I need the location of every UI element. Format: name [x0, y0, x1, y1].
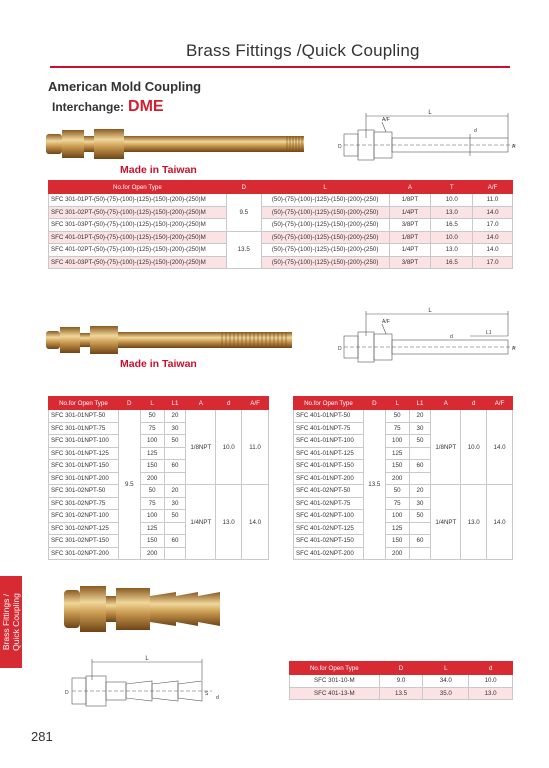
table-cell: SFC 401-01NPT-100 [294, 435, 364, 448]
col-header: A [431, 397, 461, 410]
table-cell: 1/8PT [389, 194, 431, 207]
spec-table-3 [293, 396, 513, 560]
table-cell: 1/4NPT [186, 485, 216, 560]
table-cell: SFC 401-02NPT-200 [294, 547, 364, 560]
dim-label-d: d [216, 695, 219, 701]
table-cell: 60 [409, 460, 431, 473]
table-row [294, 485, 513, 498]
dim-label-d: d [450, 334, 453, 340]
spec-table-2 [48, 396, 269, 560]
col-header: A [186, 397, 216, 410]
dim-label-D: D [338, 346, 342, 352]
table-cell: 30 [409, 497, 431, 510]
col-header: D [118, 397, 140, 410]
table-cell: 13.0 [431, 206, 473, 219]
table-cell: 100 [140, 510, 164, 523]
dim-label-L: L [428, 110, 432, 116]
table-cell: 14.0 [487, 485, 513, 560]
table-cell: 60 [164, 535, 186, 548]
table-cell: 125 [385, 522, 409, 535]
table-row [49, 206, 513, 219]
col-header: d [461, 397, 487, 410]
table-cell [409, 447, 431, 460]
table-cell: 11.0 [473, 194, 513, 207]
table-row [49, 410, 269, 423]
table-cell: 150 [140, 460, 164, 473]
table-cell: 1/8NPT [186, 410, 216, 485]
table-cell: SFC 401-01NPT-50 [294, 410, 364, 423]
col-header: A/F [473, 181, 513, 194]
table-cell: (50)-(75)-(100)-(125)-(150)-(200)-(250) [261, 256, 389, 269]
interchange-brand: DME [128, 98, 164, 115]
table-cell: 60 [164, 460, 186, 473]
table-cell: 1/4NPT [431, 485, 461, 560]
table-cell: SFC 301-01NPT-150 [49, 460, 119, 473]
page-title: Brass Fittings /Quick Coupling [186, 41, 420, 60]
table-cell [409, 547, 431, 560]
table-cell: (50)-(75)-(100)-(125)-(150)-(200)-(250) [261, 206, 389, 219]
table-cell: SFC 401-01NPT-200 [294, 472, 364, 485]
table-cell: SFC 401-02NPT-150 [294, 535, 364, 548]
table-cell [409, 522, 431, 535]
table-cell: SFC 301-01NPT-100 [49, 435, 119, 448]
col-header: No.for Open Type [294, 397, 364, 410]
table-cell: SFC 301-02PT-(50)-(75)-(100)-(125)-(150)-(200)-(250)M [49, 206, 227, 219]
table-cell: SFC 301-01NPT-200 [49, 472, 119, 485]
table-cell: 150 [385, 460, 409, 473]
table-row [49, 256, 513, 269]
table-cell: SFC 301-01PT-(50)-(75)-(100)-(125)-(150)-(200)-(250)M [49, 194, 227, 207]
dim-label-S: S [205, 691, 209, 697]
table-cell: 30 [164, 422, 186, 435]
dim-label-A: A [512, 144, 516, 150]
table-cell: SFC 301-02NPT-100 [49, 510, 119, 523]
dim-label-D: D [65, 690, 69, 696]
table-cell: 75 [385, 422, 409, 435]
table-cell: 9.0 [379, 675, 423, 688]
table-cell: 13.5 [363, 410, 385, 560]
table-cell: 14.0 [242, 485, 269, 560]
table-cell: (50)-(75)-(100)-(125)-(150)-(200)-(250) [261, 231, 389, 244]
table-cell: 14.0 [473, 231, 513, 244]
table-cell: 10.0 [431, 231, 473, 244]
table-cell: 1/4PT [389, 206, 431, 219]
table-cell: SFC 301-03PT-(50)-(75)-(100)-(125)-(150)-(200)-(250)M [49, 219, 227, 232]
made-in-label-1: Made in Taiwan [120, 164, 197, 176]
col-header: D [363, 397, 385, 410]
table-cell: 60 [409, 535, 431, 548]
table-cell: 50 [164, 510, 186, 523]
table-cell [164, 547, 186, 560]
technical-drawing-3 [62, 654, 232, 712]
col-header: L [261, 181, 389, 194]
table-cell: SFC 301-10-M [290, 675, 380, 688]
table-cell: 50 [385, 485, 409, 498]
table-cell: 100 [385, 435, 409, 448]
col-header: A/F [487, 397, 513, 410]
table-cell: 11.0 [242, 410, 269, 485]
table-cell: (50)-(75)-(100)-(125)-(150)-(200)-(250) [261, 219, 389, 232]
table-cell: SFC 301-01NPT-125 [49, 447, 119, 460]
table-cell: SFC 401-01NPT-75 [294, 422, 364, 435]
d-value: 9.5 [226, 194, 261, 232]
dim-label-d: d [474, 128, 477, 134]
table-cell: SFC 301-02NPT-125 [49, 522, 119, 535]
col-header: D [226, 181, 261, 194]
col-header: No.for Open Type [49, 397, 119, 410]
table-row [290, 687, 513, 700]
table-cell: SFC 401-02PT-(50)-(75)-(100)-(125)-(150)-(200)-(250)M [49, 244, 227, 257]
table-cell: SFC 401-02NPT-100 [294, 510, 364, 523]
table-cell: SFC 401-03PT-(50)-(75)-(100)-(125)-(150)-(200)-(250)M [49, 256, 227, 269]
table-cell: (50)-(75)-(100)-(125)-(150)-(200)-(250) [261, 194, 389, 207]
table-cell: 75 [385, 497, 409, 510]
table-cell: 13.5 [379, 687, 423, 700]
table-cell: 10.0 [216, 410, 242, 485]
coupling-photo-2 [46, 322, 296, 358]
table-cell: (50)-(75)-(100)-(125)-(150)-(200)-(250) [261, 244, 389, 257]
table-cell: 20 [164, 410, 186, 423]
table-cell: 100 [140, 435, 164, 448]
table-cell: 50 [409, 435, 431, 448]
header-rule [50, 66, 510, 68]
table-cell: 1/8PT [389, 231, 431, 244]
col-header: T [431, 181, 473, 194]
table-cell: SFC 401-02NPT-50 [294, 485, 364, 498]
table-row [49, 244, 513, 257]
table-cell: SFC 301-01NPT-50 [49, 410, 119, 423]
side-tab-text: Brass Fittings / Quick Coupling [1, 593, 21, 651]
table-cell: 14.0 [487, 410, 513, 485]
table-cell: 200 [385, 547, 409, 560]
table-cell: 50 [140, 410, 164, 423]
table-cell: 3/8PT [389, 219, 431, 232]
table-cell: 13.0 [461, 485, 487, 560]
made-in-label-2: Made in Taiwan [120, 358, 197, 370]
table-row [49, 485, 269, 498]
table-cell: 50 [140, 485, 164, 498]
table-cell: 14.0 [473, 244, 513, 257]
table-cell: 50 [409, 510, 431, 523]
col-header: L [140, 397, 164, 410]
table-cell: SFC 301-02NPT-50 [49, 485, 119, 498]
table-row [294, 410, 513, 423]
table-cell: 17.0 [473, 256, 513, 269]
col-header: L1 [409, 397, 431, 410]
col-header: L [385, 397, 409, 410]
dim-label-L1: L1 [486, 330, 492, 336]
table-cell: SFC 401-01PT-(50)-(75)-(100)-(125)-(150)-(200)-(250)M [49, 231, 227, 244]
col-header: A [389, 181, 431, 194]
table-cell: SFC 401-02NPT-75 [294, 497, 364, 510]
spec-table-1 [48, 180, 513, 269]
col-header: D [379, 662, 423, 675]
table-cell: 200 [385, 472, 409, 485]
table-cell: 20 [409, 485, 431, 498]
table-cell: 1/4PT [389, 244, 431, 257]
interchange-line [52, 98, 164, 116]
table-cell: 30 [409, 422, 431, 435]
table-cell: SFC 301-02NPT-150 [49, 535, 119, 548]
table-cell: 100 [385, 510, 409, 523]
table-cell: 150 [140, 535, 164, 548]
table-cell: SFC 301-01NPT-75 [49, 422, 119, 435]
col-header: No.for Open Type [49, 181, 227, 194]
table-cell [409, 472, 431, 485]
col-header: d [469, 662, 513, 675]
table-cell: 125 [140, 447, 164, 460]
table-cell: SFC 301-02NPT-200 [49, 547, 119, 560]
table-row [49, 231, 513, 244]
technical-drawing-2 [330, 306, 520, 368]
table-cell: 17.0 [473, 219, 513, 232]
dim-label-L: L [428, 308, 432, 314]
col-header: L [423, 662, 469, 675]
table-cell: SFC 301-02NPT-75 [49, 497, 119, 510]
table-cell: 125 [140, 522, 164, 535]
table-cell: 9.5 [118, 410, 140, 560]
table-cell: 200 [140, 472, 164, 485]
dim-label-L: L [145, 656, 149, 662]
dim-label-D: D [338, 144, 342, 150]
table-cell: SFC 401-01NPT-125 [294, 447, 364, 460]
table-cell: 34.0 [423, 675, 469, 688]
table-cell: 16.5 [431, 256, 473, 269]
table-cell: 16.5 [431, 219, 473, 232]
table-cell: 20 [164, 485, 186, 498]
table-cell: 200 [140, 547, 164, 560]
dim-label-A: A [512, 346, 516, 352]
table-cell [164, 522, 186, 535]
table-cell: SFC 401-01NPT-150 [294, 460, 364, 473]
table-cell: 125 [385, 447, 409, 460]
table-cell [164, 447, 186, 460]
table-cell: SFC 401-02NPT-125 [294, 522, 364, 535]
table-cell [164, 472, 186, 485]
table-row [49, 194, 513, 207]
technical-drawing-1 [330, 108, 520, 170]
table-cell: 75 [140, 497, 164, 510]
table-cell: 35.0 [423, 687, 469, 700]
col-header: L1 [164, 397, 186, 410]
table-cell: 50 [385, 410, 409, 423]
col-header: A/F [242, 397, 269, 410]
coupling-photo-1 [46, 124, 306, 164]
col-header: No.for Open Type [290, 662, 380, 675]
table-row [49, 219, 513, 232]
table-cell: 13.0 [469, 687, 513, 700]
table-cell: 1/8NPT [431, 410, 461, 485]
table-cell: 10.0 [431, 194, 473, 207]
table-cell: 50 [164, 435, 186, 448]
table-cell: 150 [385, 535, 409, 548]
spec-table-4 [289, 661, 513, 700]
d-value: 13.5 [226, 231, 261, 269]
table-cell: SFC 401-13-M [290, 687, 380, 700]
col-header: d [216, 397, 242, 410]
page-number: 281 [31, 729, 53, 744]
table-cell: 14.0 [473, 206, 513, 219]
table-cell: 20 [409, 410, 431, 423]
section-title: American Mold Coupling [48, 79, 202, 94]
table-row [290, 675, 513, 688]
dim-label-AF: A/F [382, 117, 390, 123]
dim-label-AF: A/F [382, 319, 390, 325]
table-cell: 13.0 [216, 485, 242, 560]
coupling-photo-3 [64, 582, 224, 636]
table-cell: 75 [140, 422, 164, 435]
table-cell: 30 [164, 497, 186, 510]
table-cell: 10.0 [461, 410, 487, 485]
table-cell: 3/8PT [389, 256, 431, 269]
interchange-label: Interchange: [52, 100, 125, 114]
table-cell: 13.0 [431, 244, 473, 257]
table-cell: 10.0 [469, 675, 513, 688]
